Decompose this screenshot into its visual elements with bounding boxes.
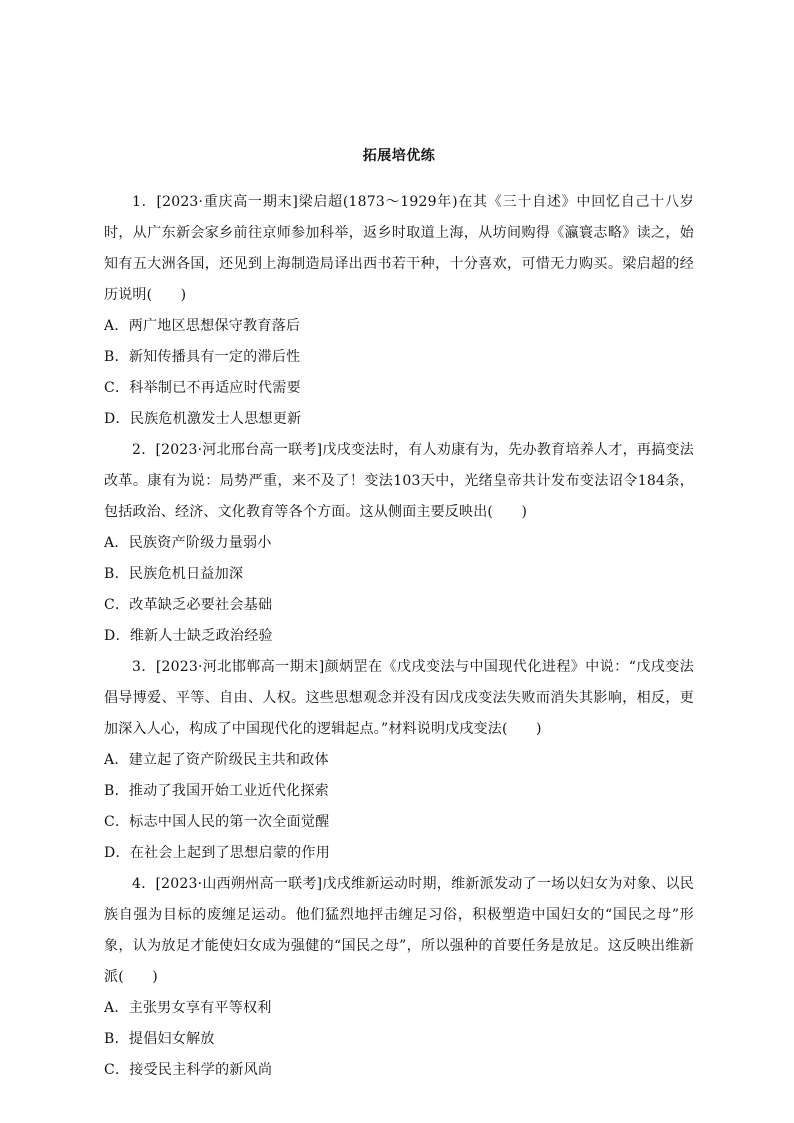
question-stem: 1．[2023·重庆高一期末]梁启超(1873～1929年)在其《三十自述》中回忆自己十八岁时，从广东新会家乡前往京师参加科举，返乡时取道上海，从坊间购得《瀛寰志略》读之，始知有五大洲各国，还见到上海制造局译出西书若干种，十分喜欢，可惜无力购买。梁启超的经历说明( ) bbox=[104, 194, 694, 303]
option-b: B．推动了我国开始工业近代化探索 bbox=[104, 783, 330, 799]
question-stem: 4．[2023·山西朔州高一联考]戊戌维新运动时期，维新派发动了一场以妇女为对象、以民族自强为目标的废缠足运动。他们猛烈地抨击缠足习俗，积极塑造中国妇女的“国民之母”形象，认为放足才能使妇女成为强健的“国民之母”，所以强种的首要任务是放足。这反映出维新派( ) bbox=[104, 876, 694, 985]
option-a: A．主张男女享有平等权利 bbox=[104, 1000, 272, 1016]
question-stem: 3．[2023·河北邯郸高一期末]颜炳罡在《戊戌变法与中国现代化进程》中说：“戊戌变法倡导博爱、平等、自由、人权。这些思想观念并没有因戊戌变法失败而消失其影响，相反，更加深入人心，构成了中国现代化的逻辑起点。”材料说明戊戌变法( ) bbox=[104, 659, 694, 737]
option-d: D．在社会上起到了思想启蒙的作用 bbox=[104, 845, 331, 861]
option-c: C．改革缺乏必要社会基础 bbox=[104, 597, 273, 613]
option-b: B．新知传播具有一定的滞后性 bbox=[104, 349, 301, 365]
option-c: C．标志中国人民的第一次全面觉醒 bbox=[104, 814, 330, 830]
option-a: A．两广地区思想保守教育落后 bbox=[104, 318, 301, 334]
option-d: D．维新人士缺乏政治经验 bbox=[104, 628, 273, 644]
question-4 bbox=[104, 869, 694, 1086]
option-a: A．建立起了资产阶级民主共和政体 bbox=[104, 752, 329, 768]
page-title: 拓展培优练 bbox=[362, 148, 436, 164]
question-2 bbox=[104, 435, 694, 652]
question-stem: 2．[2023·河北邢台高一联考]戊戌变法时，有人劝康有为，先办教育培养人才，再搞变法改革。康有为说：局势严重，来不及了！变法103天中，光绪皇帝共计发布变法诏令184条，包括政治、经济、文化教育等各个方面。这从侧面主要反映出( ) bbox=[104, 442, 694, 520]
option-b: B．提倡妇女解放 bbox=[104, 1031, 215, 1047]
option-c: C．接受民主科学的新风尚 bbox=[104, 1062, 273, 1078]
option-c: C．科举制已不再适应时代需要 bbox=[104, 380, 301, 396]
option-d: D．民族危机激发士人思想更新 bbox=[104, 411, 302, 427]
option-a: A．民族资产阶级力量弱小 bbox=[104, 535, 272, 551]
question-1 bbox=[104, 187, 694, 435]
question-3 bbox=[104, 652, 694, 869]
option-b: B．民族危机日益加深 bbox=[104, 566, 244, 582]
